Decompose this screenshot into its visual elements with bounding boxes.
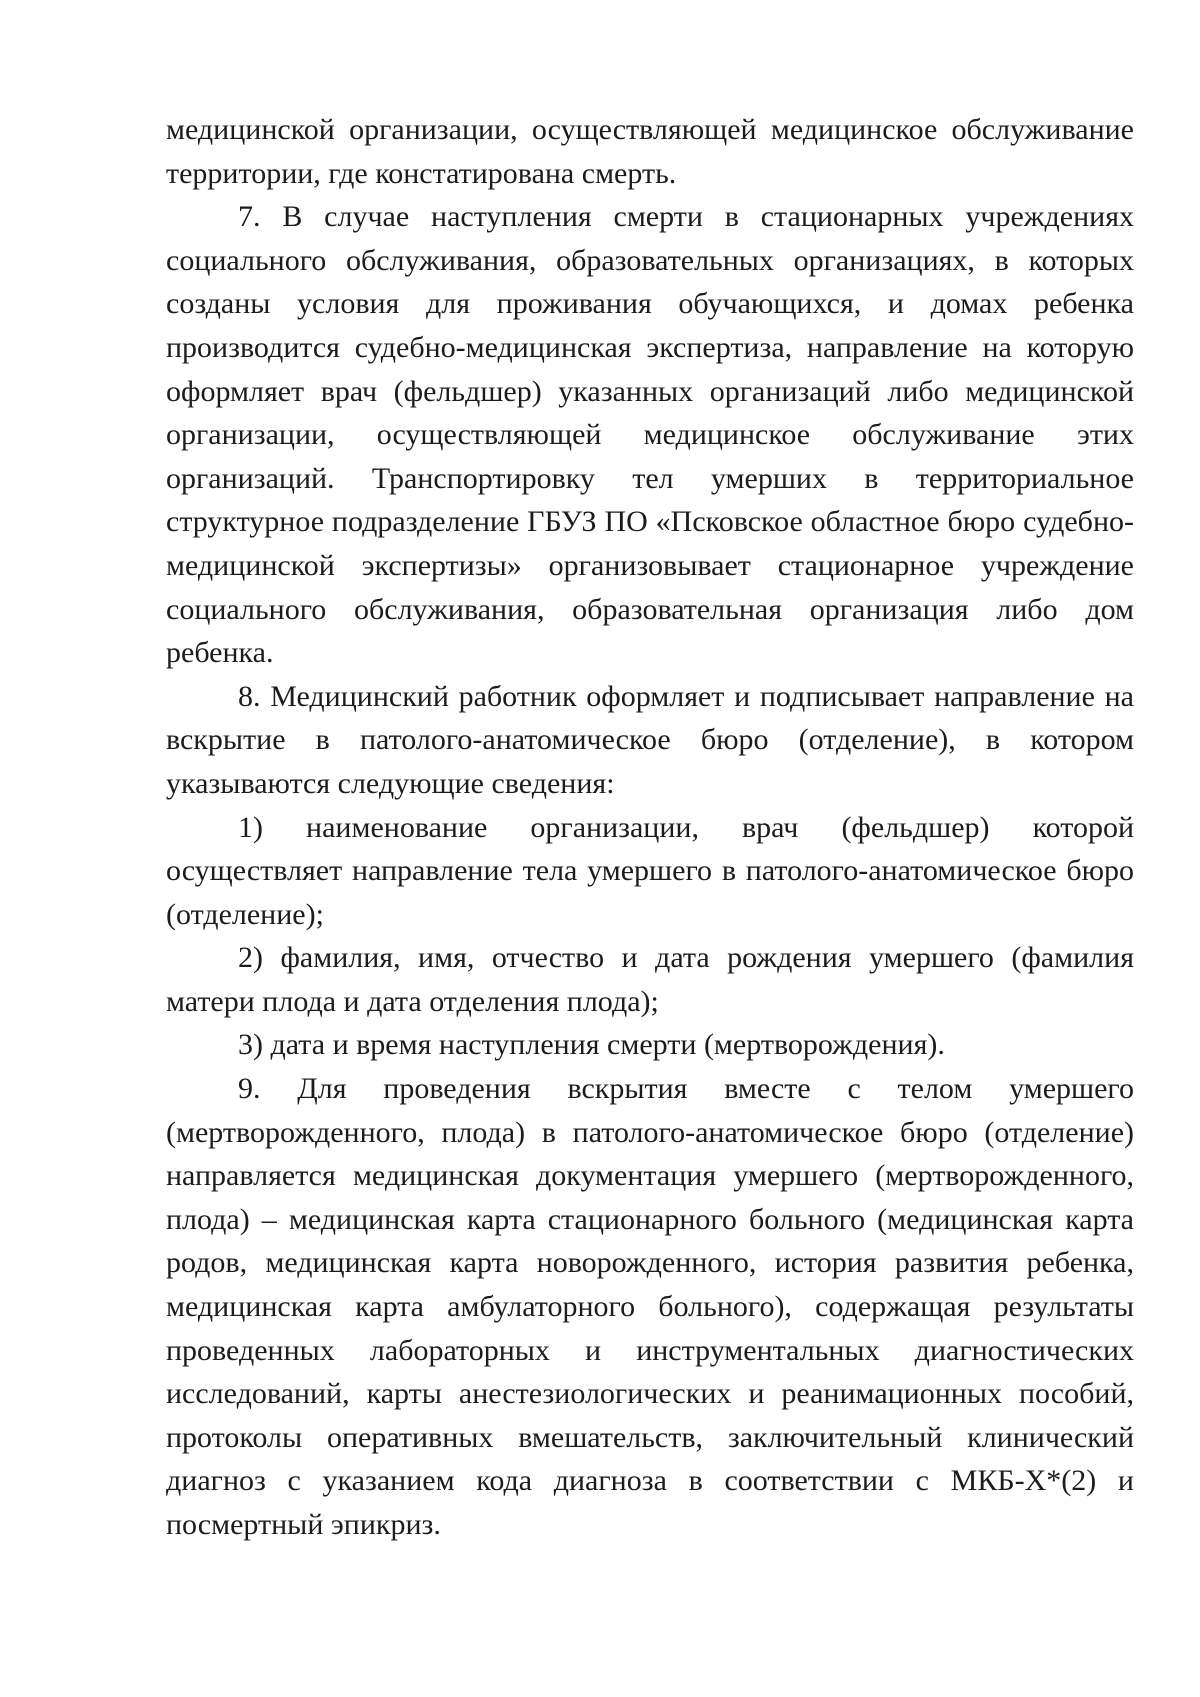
paragraph-subitem-1: 1) наименование организации, врач (фельдшер) которой осуществляет направление тела умершего в патолого-анатомическое бюро (отделение); — [166, 810, 1134, 931]
paragraph-item-7: 7. В случае наступления смерти в стационарных учреждениях социального обслуживания, образовательных организациях, в которых созданы условия для проживания обучающихся, и домах ребенка производится судебно-медицинская экспертиза, направление на которую оформляет врач (фельдшер) указанных организаций либо медицинской организации, осуществляющей медицинское обслуживание этих организаций. Транспортировку тел умерших в территориальное структурное подразделение ГБУЗ ПО «Псковское областное бюро судебно-медицинской экспертизы» организовывает стационарное учреждение социального обслуживания, образовательная организация либо дом ребенка. — [166, 200, 1134, 670]
paragraph-subitem-2: 2) фамилия, имя, отчество и дата рождения умершего (фамилия матери плода и дата отделения плода); — [166, 941, 1134, 1018]
document-body — [166, 108, 1134, 1547]
paragraph-subitem-3: 3) дата и время наступления смерти (мертворождения). — [238, 1028, 945, 1062]
paragraph-continuation: медицинской организации, осуществляющей медицинское обслуживание территории, где констатирована смерть. — [166, 113, 1134, 190]
paragraph-item-8: 8. Медицинский работник оформляет и подписывает направление на вскрытие в патолого-анатомическое бюро (отделение), в котором указываются следующие сведения: — [166, 679, 1134, 800]
paragraph-item-9: 9. Для проведения вскрытия вместе с телом умершего (мертворожденного, плода) в патолого-анатомическое бюро (отделение) направляется медицинская документация умершего (мертворожденного, плода) – медицинская карта стационарного больного (медицинская карта родов, медицинская карта новорожденного, история развития ребенка, медицинская карта амбулаторного больного), содержащая результаты проведенных лабораторных и инструментальных диагностических исследований, карты анестезиологических и реанимационных пособий, протоколы оперативных вмешательств, заключительный клинический диагноз с указанием кода диагноза в соответствии с МКБ-Х*(2) и посмертный эпикриз. — [166, 1072, 1134, 1541]
